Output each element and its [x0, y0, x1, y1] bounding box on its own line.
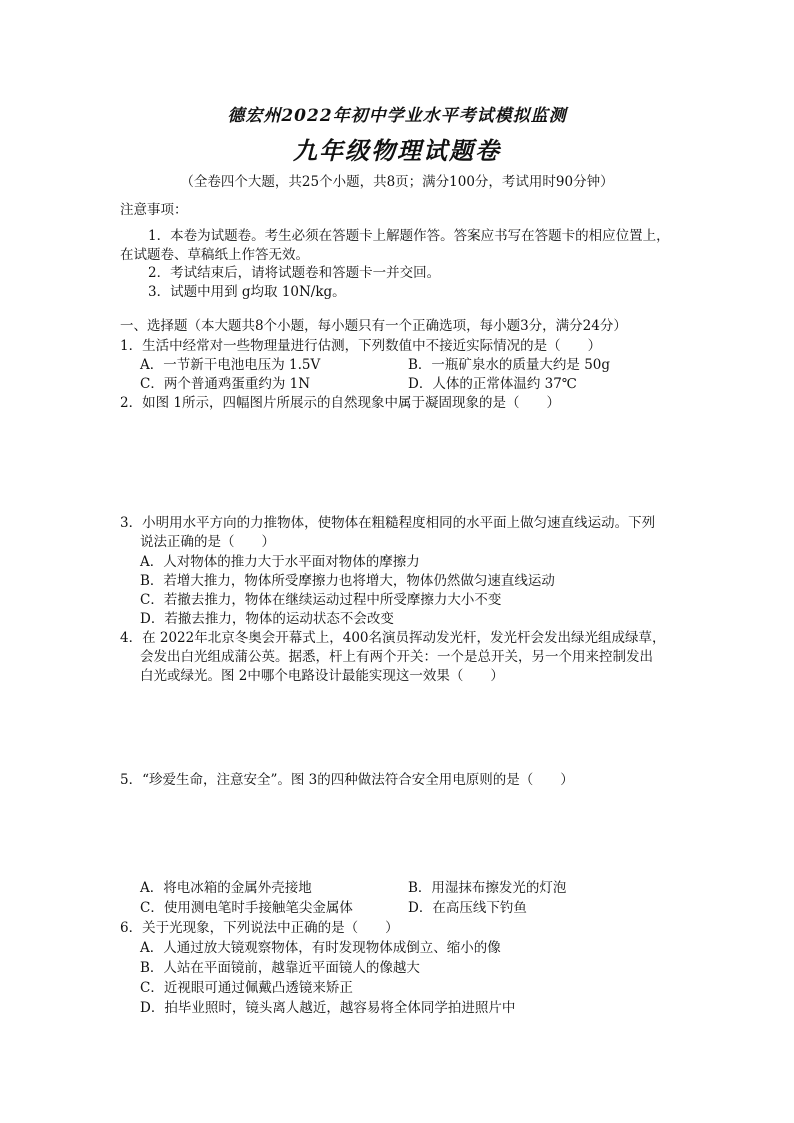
notice-item1-line1: 1．本卷为试题卷。考生必须在答题卡上解题作答。答案应书写在答题卡的相应位置上， [148, 228, 670, 244]
notice-heading: 注意事项： [120, 202, 188, 218]
section1-heading: 一、选择题（本大题共8个小题，每小题只有一个正确选项，每小题3分，满分24分） [120, 318, 627, 334]
notice-item3: 3．试题中用到 g均取 10N/kg。 [148, 284, 346, 300]
notice-item2: 2．考试结束后，请将试题卷和答题卡一并交回。 [148, 265, 441, 281]
exam-title-line1: 德宏州2022年初中学业水平考试模拟监测 [227, 106, 567, 126]
exam-subtitle: （全卷四个大题，共25个小题，共8页；满分100分，考试用时90分钟） [180, 174, 614, 190]
q5-option-d: D．在高压线下钓鱼 [408, 900, 527, 916]
q1-stem: 1．生活中经常对一些物理量进行估测，下列数值中不接近实际情况的是（ ） [120, 338, 602, 354]
q6-option-b: B．人站在平面镜前，越靠近平面镜人的像越大 [140, 960, 420, 976]
q6-option-d: D．拍毕业照时，镜头离人越近，越容易将全体同学拍进照片中 [140, 1000, 516, 1016]
q1-option-a: A．一节新干电池电压为 1.5V [140, 357, 321, 373]
q1-option-b: B．一瓶矿泉水的质量大约是 50g [408, 357, 611, 373]
q6-option-a: A．人通过放大镜观察物体，有时发现物体成倒立、缩小的像 [140, 940, 501, 956]
q5-option-a: A．将电冰箱的金属外壳接地 [140, 880, 312, 896]
q3-option-a: A．人对物体的推力大于水平面对物体的摩擦力 [140, 554, 420, 570]
q6-stem: 6．关于光现象，下列说法中正确的是（ ） [120, 920, 399, 936]
q5-option-b: B．用湿抹布擦发光的灯泡 [408, 880, 567, 896]
q4-stem-line3: 白光或绿光。图 2中哪个电路设计最能实现这一效果（ ） [140, 668, 504, 684]
q3-stem-line2: 说法正确的是（ ） [140, 534, 275, 550]
q3-option-c: C．若撤去推力，物体在继续运动过程中所受摩擦力大小不变 [140, 592, 502, 608]
q4-stem-line2: 会发出白光组成蒲公英。据悉，杆上有两个开关：一个是总开关，另一个用来控制发出 [140, 649, 653, 665]
q3-stem-line1: 3．小明用水平方向的力推物体，使物体在粗糙程度相同的水平面上做匀速直线运动。下列 [120, 515, 656, 531]
q3-option-d: D．若撤去推力，物体的运动状态不会改变 [140, 611, 394, 627]
q2-stem: 2．如图 1所示，四幅图片所展示的自然现象中属于凝固现象的是（ ） [120, 395, 560, 411]
q5-stem: 5．“珍爱生命，注意安全”。图 3的四种做法符合安全用电原则的是（ ） [120, 772, 574, 788]
q4-stem-line1: 4．在 2022年北京冬奥会开幕式上，400名演员挥动发光杆，发光杆会发出绿光组成绿草， [120, 630, 666, 646]
exam-title-line2: 九年级物理试题卷 [293, 136, 501, 165]
q5-option-c: C．使用测电笔时手接触笔尖金属体 [140, 900, 353, 916]
q6-option-c: C．近视眼可通过佩戴凸透镜来矫正 [140, 980, 353, 996]
q3-option-b: B．若增大推力，物体所受摩擦力也将增大，物体仍然做匀速直线运动 [140, 573, 555, 589]
q1-option-d: D．人体的正常体温约 37℃ [408, 376, 577, 392]
notice-item1-line2: 在试题卷、草稿纸上作答无效。 [120, 247, 309, 263]
q1-option-c: C．两个普通鸡蛋重约为 1N [140, 376, 311, 392]
